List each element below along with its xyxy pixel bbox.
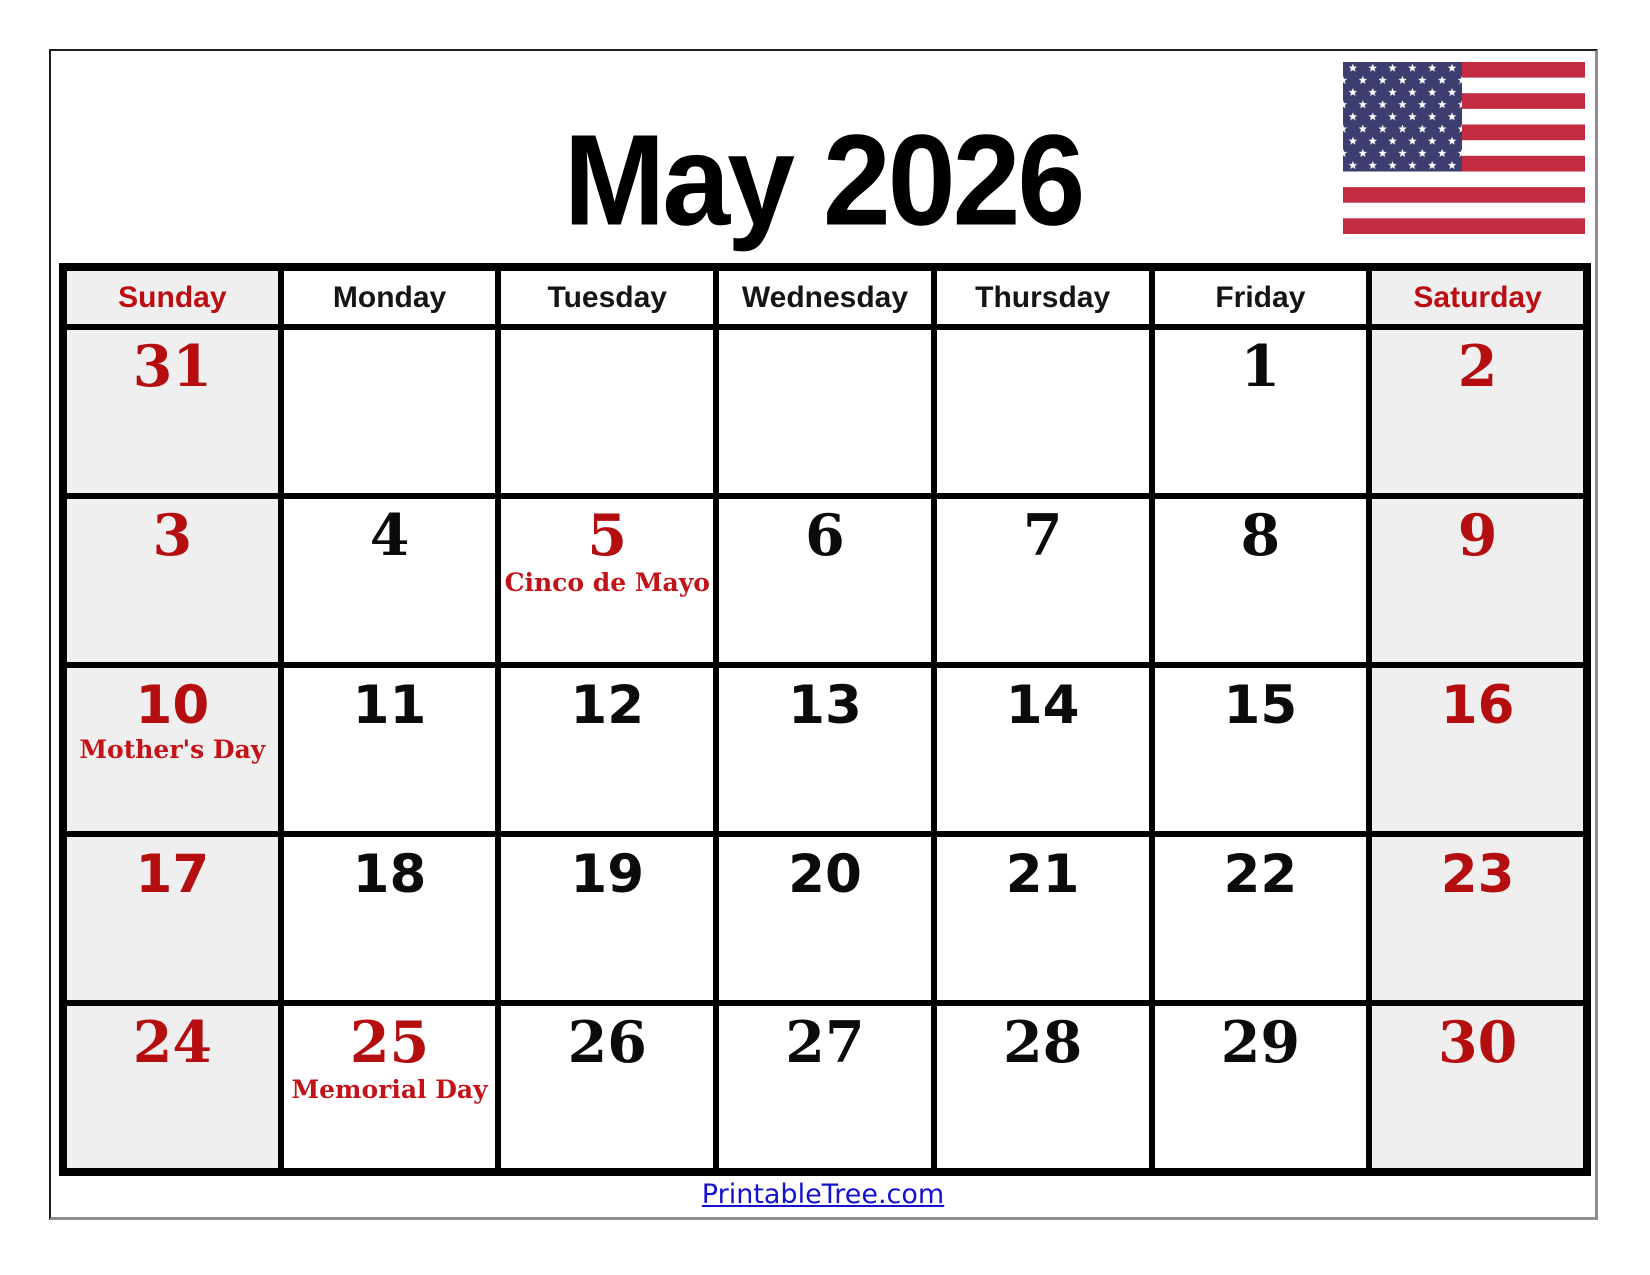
day-number: 15 <box>1223 675 1298 736</box>
day-cell-20 <box>716 834 934 1003</box>
day-cell-7 <box>934 496 1152 665</box>
day-cell-31 <box>63 327 281 496</box>
day-cell-1 <box>1152 327 1370 496</box>
day-number: 20 <box>788 844 862 905</box>
footer <box>51 1179 1595 1210</box>
weekday-header-saturday: Saturday <box>1369 267 1587 327</box>
day-number: 4 <box>369 502 410 569</box>
day-number: 30 <box>1437 1009 1518 1076</box>
day-cell-5 <box>498 496 716 665</box>
day-cell-14 <box>934 665 1152 834</box>
day-cell-6 <box>716 496 934 665</box>
day-number: 7 <box>1022 502 1063 569</box>
day-number: 2 <box>1457 333 1498 400</box>
day-number: 29 <box>1220 1009 1301 1076</box>
day-cell-empty <box>716 327 934 496</box>
weekday-header-sunday: Sunday <box>63 267 281 327</box>
day-cell-24 <box>63 1003 281 1172</box>
day-cell-15 <box>1152 665 1370 834</box>
day-cell-18 <box>281 834 499 1003</box>
day-number: 28 <box>1003 1009 1083 1076</box>
footer-link[interactable]: PrintableTree.com <box>701 1179 945 1210</box>
day-number: 3 <box>152 502 193 569</box>
week-row-5 <box>63 1003 1587 1172</box>
holiday-label: Mother's Day <box>79 735 266 765</box>
day-cell-13 <box>716 665 934 834</box>
weekday-header-tuesday: Tuesday <box>498 267 716 327</box>
day-cell-16 <box>1369 665 1587 834</box>
day-number: 12 <box>570 675 645 736</box>
day-number: 11 <box>352 675 427 736</box>
day-number <box>937 330 1149 335</box>
week-row-1 <box>63 327 1587 496</box>
day-cell-29 <box>1152 1003 1370 1172</box>
day-cell-8 <box>1152 496 1370 665</box>
day-number <box>501 330 713 335</box>
day-number <box>284 330 496 335</box>
day-cell-25 <box>281 1003 499 1172</box>
day-number: 25 <box>349 1009 430 1076</box>
day-cell-12 <box>498 665 716 834</box>
day-number: 23 <box>1440 844 1515 905</box>
calendar-page <box>49 49 1598 1220</box>
weekday-header-monday: Monday <box>281 267 499 327</box>
week-row-4 <box>63 834 1587 1003</box>
day-cell-10 <box>63 665 281 834</box>
day-number: 17 <box>135 844 210 905</box>
day-number: 21 <box>1005 844 1080 905</box>
day-cell-22 <box>1152 834 1370 1003</box>
day-cell-26 <box>498 1003 716 1172</box>
day-number: 13 <box>788 675 862 736</box>
day-number: 18 <box>352 844 427 905</box>
day-cell-empty <box>934 327 1152 496</box>
day-number: 19 <box>570 844 645 905</box>
day-cell-2 <box>1369 327 1587 496</box>
day-number: 26 <box>567 1009 647 1076</box>
day-cell-19 <box>498 834 716 1003</box>
holiday-label: Memorial Day <box>291 1074 488 1104</box>
week-row-3 <box>63 665 1587 834</box>
day-number: 24 <box>132 1009 213 1076</box>
day-cell-9 <box>1369 496 1587 665</box>
weekday-header-thursday: Thursday <box>934 267 1152 327</box>
day-number: 16 <box>1440 675 1515 736</box>
day-number: 8 <box>1240 502 1281 569</box>
us-flag-icon <box>1343 62 1585 234</box>
weekday-header-row <box>63 267 1587 327</box>
calendar-body <box>63 327 1587 1172</box>
day-number: 10 <box>135 675 210 736</box>
weekday-header-friday: Friday <box>1152 267 1370 327</box>
day-cell-empty <box>498 327 716 496</box>
day-cell-21 <box>934 834 1152 1003</box>
day-cell-4 <box>281 496 499 665</box>
calendar-grid <box>59 263 1591 1176</box>
day-cell-3 <box>63 496 281 665</box>
weekday-header-wednesday: Wednesday <box>716 267 934 327</box>
day-number <box>719 330 931 335</box>
day-number: 27 <box>785 1009 865 1076</box>
week-row-2 <box>63 496 1587 665</box>
day-cell-27 <box>716 1003 934 1172</box>
day-cell-11 <box>281 665 499 834</box>
day-cell-empty <box>281 327 499 496</box>
day-cell-30 <box>1369 1003 1587 1172</box>
page-title: May 2026 <box>563 107 1083 253</box>
day-number: 1 <box>1240 333 1281 400</box>
day-number: 22 <box>1223 844 1298 905</box>
day-cell-28 <box>934 1003 1152 1172</box>
day-number: 6 <box>805 502 845 569</box>
day-number: 14 <box>1005 675 1080 736</box>
day-cell-17 <box>63 834 281 1003</box>
day-cell-23 <box>1369 834 1587 1003</box>
day-number: 5 <box>587 502 628 569</box>
day-number: 31 <box>132 333 213 400</box>
holiday-label: Cinco de Mayo <box>504 567 710 597</box>
day-number: 9 <box>1457 502 1498 569</box>
